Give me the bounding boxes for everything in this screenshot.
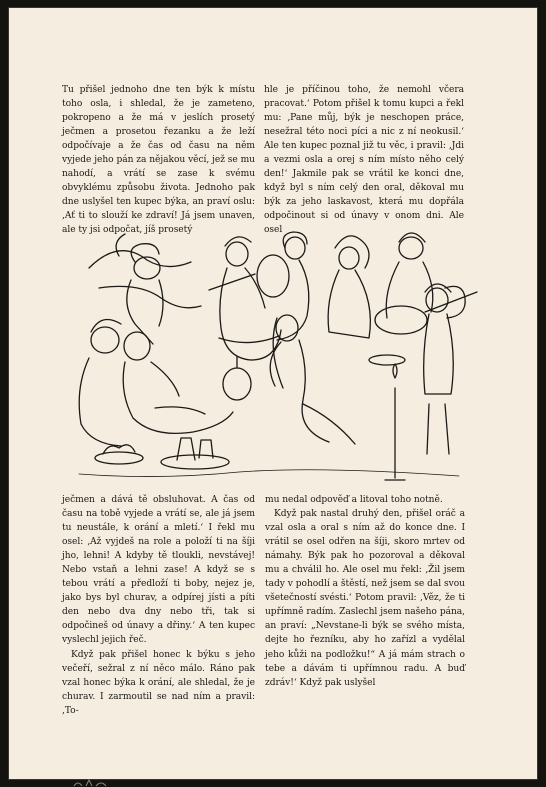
lute-player-figure bbox=[375, 233, 477, 334]
paragraph: ječmen a dává tě obsluhovat. A čas od času na tobě vyjede a vrátí se, ale já jsem tu neustále, k orání a mletí.‘ I řekl mu osel: ‚Až vyjdeš na role a položí ti na šíji jho, lehni! A kdyby tě tloukli, nevstávej! Nebo vstaň a lehni zase! A když se s tebou vrátí a předloží ti boby, nejez je, jako bys byl churav, a odpírej jísti a píti den nebo dva dny nebo tři, tak si odpočineš od únavy a dřiny.‘ A ten kupec vyslechl jejich řeč. bbox=[62, 495, 255, 646]
candle-stand bbox=[385, 364, 405, 480]
embracing-couple-figure bbox=[79, 320, 233, 447]
scan-edge-marks bbox=[70, 779, 150, 787]
fruit-plate bbox=[95, 438, 229, 469]
text-column-top-right bbox=[264, 83, 464, 238]
paragraph: Když pak nastal druhý den, přišel oráč a vzal osla a oral s ním až do konce dne. I vrátil se osel odřen na šíji, skoro mrtev od námahy. Býk pak ho pozoroval a děkoval mu a chválil ho. Ale osel mu řekl: ‚Žil jsem tady v pohodlí a štěstí, než jsem se dal svou všetečností svésti.‘ Potom pravil: ‚Věz, že ti upřímně radím. Zaslechl jsem našeho pána, an praví: „Nevstane-li býk se svého místa, dejte ho řezníku, aby ho zařízl a vydělal jeho kůži na podložku!“ A já mám strach o tebe a dávám ti upřímnou radu. A buď zdráv!‘ Když pak uslyšel bbox=[265, 509, 465, 688]
paragraph: Když pak přišel honec k býku s jeho večeří, sežral z ní něco málo. Ráno pak vzal honec býka k orání, ale shledal, že je churav. I zarmoutil se nad ním a pravil: ‚To- bbox=[62, 649, 255, 716]
ink-illustration-banquet-scene bbox=[59, 228, 479, 490]
tambourine-player-figure bbox=[257, 232, 309, 340]
text-column-top-left bbox=[62, 83, 255, 238]
servant-figure bbox=[369, 284, 453, 454]
text-column-bottom-right bbox=[265, 493, 465, 690]
paragraph: Tu přišel jednoho dne ten býk k místu toho osla, i shledal, že je zameteno, pokropeno a že má v jeslích prosetý ječmen a prosetou řezanku a že leží odpočívaje a že čas od času na něm vyjede jeho pán za nějakou věcí, jež se mu nahodí, a vrátí se zase k svému obvyklému způsobu života. Jednoho pak dne uslyšel ten kupec býka, an praví oslu: ‚Ať ti to slouží ke zdraví! Já jsem unaven, ale ty jsi odpočat, jíš prosetý bbox=[62, 85, 255, 236]
reclining-woman-figure bbox=[223, 315, 355, 444]
veiled-woman-figure bbox=[328, 236, 370, 338]
book-page bbox=[9, 8, 537, 779]
paragraph: mu nedal odpověď a litoval toho notně. bbox=[265, 495, 443, 505]
text-column-bottom-left bbox=[62, 493, 255, 718]
paragraph: hle je příčinou toho, že nemohl včera pracovat.‘ Potom přišel k tomu kupci a řekl mu: ‚Pane můj, býk je neschopen práce, nesežral této noci píci a nic z ní neokusil.‘ Ale ten kupec poznal již tu věc, i pravil: ‚Jdi a vezmi osla a orej s ním místo něho celý den!‘ Jakmile pak se vrátil ke konci dne, když byl s ním celý den oral, děkoval mu býk za jeho laskavost, která mu dopřála odpočinout si od únavy v onom dni. Ale osel bbox=[264, 85, 464, 236]
